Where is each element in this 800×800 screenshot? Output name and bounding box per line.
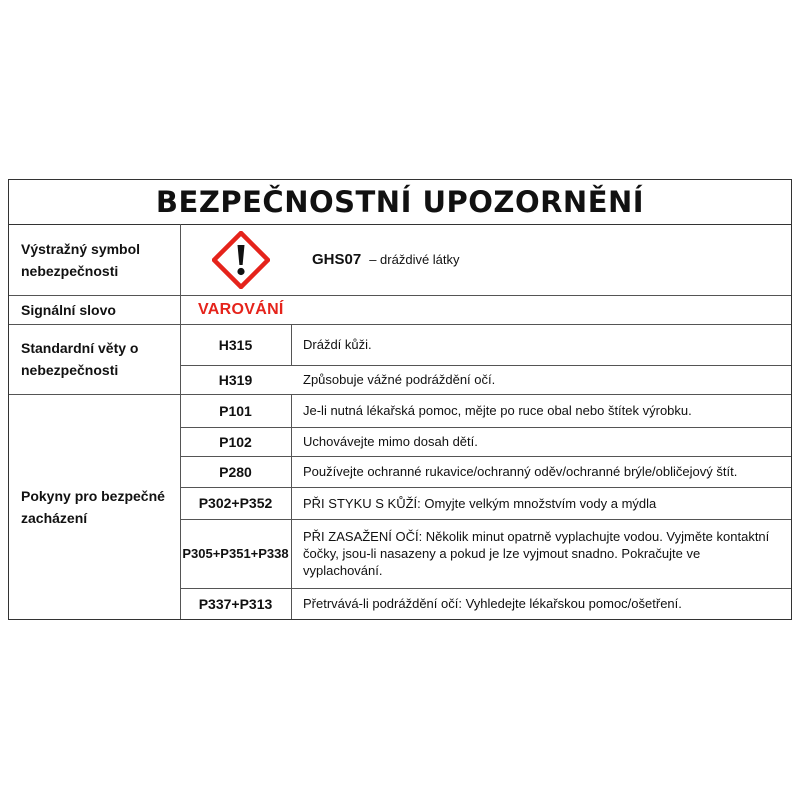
statement-code: P101 xyxy=(219,402,252,419)
ghs-description: – dráždivé látky xyxy=(369,252,460,267)
statement-text: Dráždí kůži. xyxy=(303,337,372,352)
statement-code: H319 xyxy=(218,371,253,388)
statement-code: H315 xyxy=(218,336,253,353)
statement-text: Uchovávejte mimo dosah dětí. xyxy=(303,434,478,449)
statement-code: P280 xyxy=(219,463,252,480)
exclamation-mark-diamond-icon xyxy=(212,231,270,289)
signal-word-value: VAROVÁNÍ xyxy=(198,300,284,318)
statement-text: Způsobuje vážné podráždění očí. xyxy=(303,372,496,387)
statement-text: Je-li nutná lékařská pomoc, mějte po ruce obal nebo štítek výrobku. xyxy=(303,403,692,418)
statement-code: P305+P351+P338 xyxy=(182,546,289,561)
statement-code: P102 xyxy=(219,433,252,450)
precautionary-statements-heading: Pokyny pro bezpečné zacházení xyxy=(21,487,165,526)
statement-text: Používejte ochranné rukavice/ochranný oděv/ochranné brýle/obličejový štít. xyxy=(303,464,738,479)
hazard-symbol-heading: Výstražný symbol nebezpečnosti xyxy=(21,240,141,279)
statement-code: P337+P313 xyxy=(198,595,273,612)
signal-word-heading: Signální slovo xyxy=(21,301,116,318)
ghs-code: GHS07 xyxy=(312,251,362,268)
statement-text: Přetrvává-li podráždění očí: Vyhledejte lékařskou pomoc/ošetření. xyxy=(303,596,682,611)
statement-code: P302+P352 xyxy=(198,495,273,511)
label-title: BEZPEČNOSTNÍ UPOZORNĚNÍ xyxy=(9,180,791,225)
ghs-classification xyxy=(312,224,782,295)
statement-text: PŘI ZASAŽENÍ OČÍ: Několik minut opatrně vyplachujte vodou. Vyjměte kontaktní čočky, jsou-li nasazeny a pokud je lze vyjmout snadno. Pokračujte ve vyplachování. xyxy=(303,529,770,578)
hazard-statements-heading: Standardní věty o nebezpečnosti xyxy=(21,340,139,378)
statement-text: PŘI STYKU S KŮŽÍ: Omyjte velkým množstvím vody a mýdla xyxy=(303,495,657,511)
safety-warning-label xyxy=(8,179,792,620)
